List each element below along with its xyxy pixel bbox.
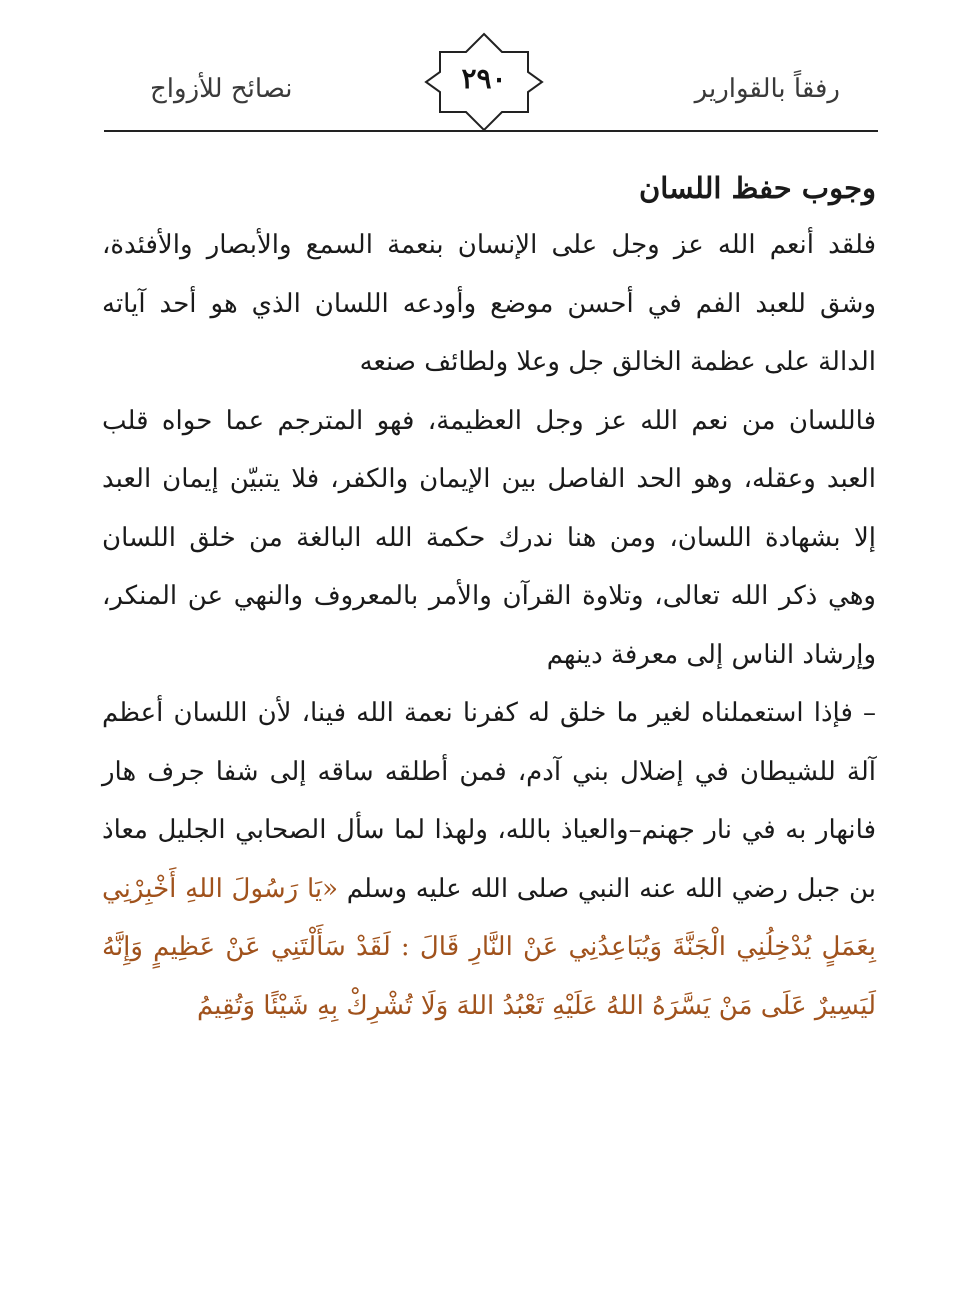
hadith-quote: «يَا رَسُولَ اللهِ أَخْبِرْنِي بِعَمَلٍ يُدْخِلُنِي الْجَنَّةَ وَيُبَاعِدُنِي عَنْ النَّارِ قَالَ : لَقَدْ سَأَلْتَنِي عَنْ عَظِيمٍ وَإِنَّهُ لَيَسِيرٌ عَلَى مَنْ يَسَّرَهُ اللهُ عَلَيْهِ تَعْبُدُ اللهَ وَلَا تُشْرِكْ بِهِ شَيْئًا وَتُقِيمُ (102, 873, 876, 1021)
page-body (102, 160, 876, 1035)
paragraph-3-text: – فإذا استعملناه لغير ما خلق له كفرنا نعمة الله فينا، لأن اللسان أعظم آلة للشيطان في إضلال بني آدم، فمن أطلقه ساقه إلى شفا جرف هار فانهار به في نار جهنم–والعياذ بالله، ولهذا لما سأل الصحابي الجليل معاذ بن جبل رضي الله عنه النبي صلى الله عليه وسلم (102, 698, 876, 904)
header-divider (104, 130, 878, 132)
paragraph-1: فلقد أنعم الله عز وجل على الإنسان بنعمة السمع والأبصار والأفئدة، وشق للعبد الفم في أحسن موضع وأودعه اللسان الذي هو أحد آياته الدالة على عظمة الخالق جل وعلا ولطائف صنعه (102, 230, 876, 377)
page-number-badge (424, 32, 544, 132)
paragraph-3 (102, 684, 876, 1035)
chapter-title: نصائح للأزواج (150, 74, 293, 104)
page-header (0, 0, 980, 140)
section-title: وجوب حفظ اللسان (638, 171, 876, 205)
book-title: رفقاً بالقوارير (694, 74, 840, 104)
page-number: ٢٩٠ (461, 62, 507, 95)
paragraph-2: فاللسان من نعم الله عز وجل العظيمة، فهو المترجم عما حواه قلب العبد وعقله، وهو الحد الفاصل بين الإيمان والكفر، فلا يتبيّن إيمان العبد إلا بشهادة اللسان، ومن هنا ندرك حكمة الله البالغة من خلق اللسان وهي ذكر الله تعالى، وتلاوة القرآن والأمر بالمعروف والنهي عن المنكر، وإرشاد الناس إلى معرفة دينهم (102, 405, 876, 670)
